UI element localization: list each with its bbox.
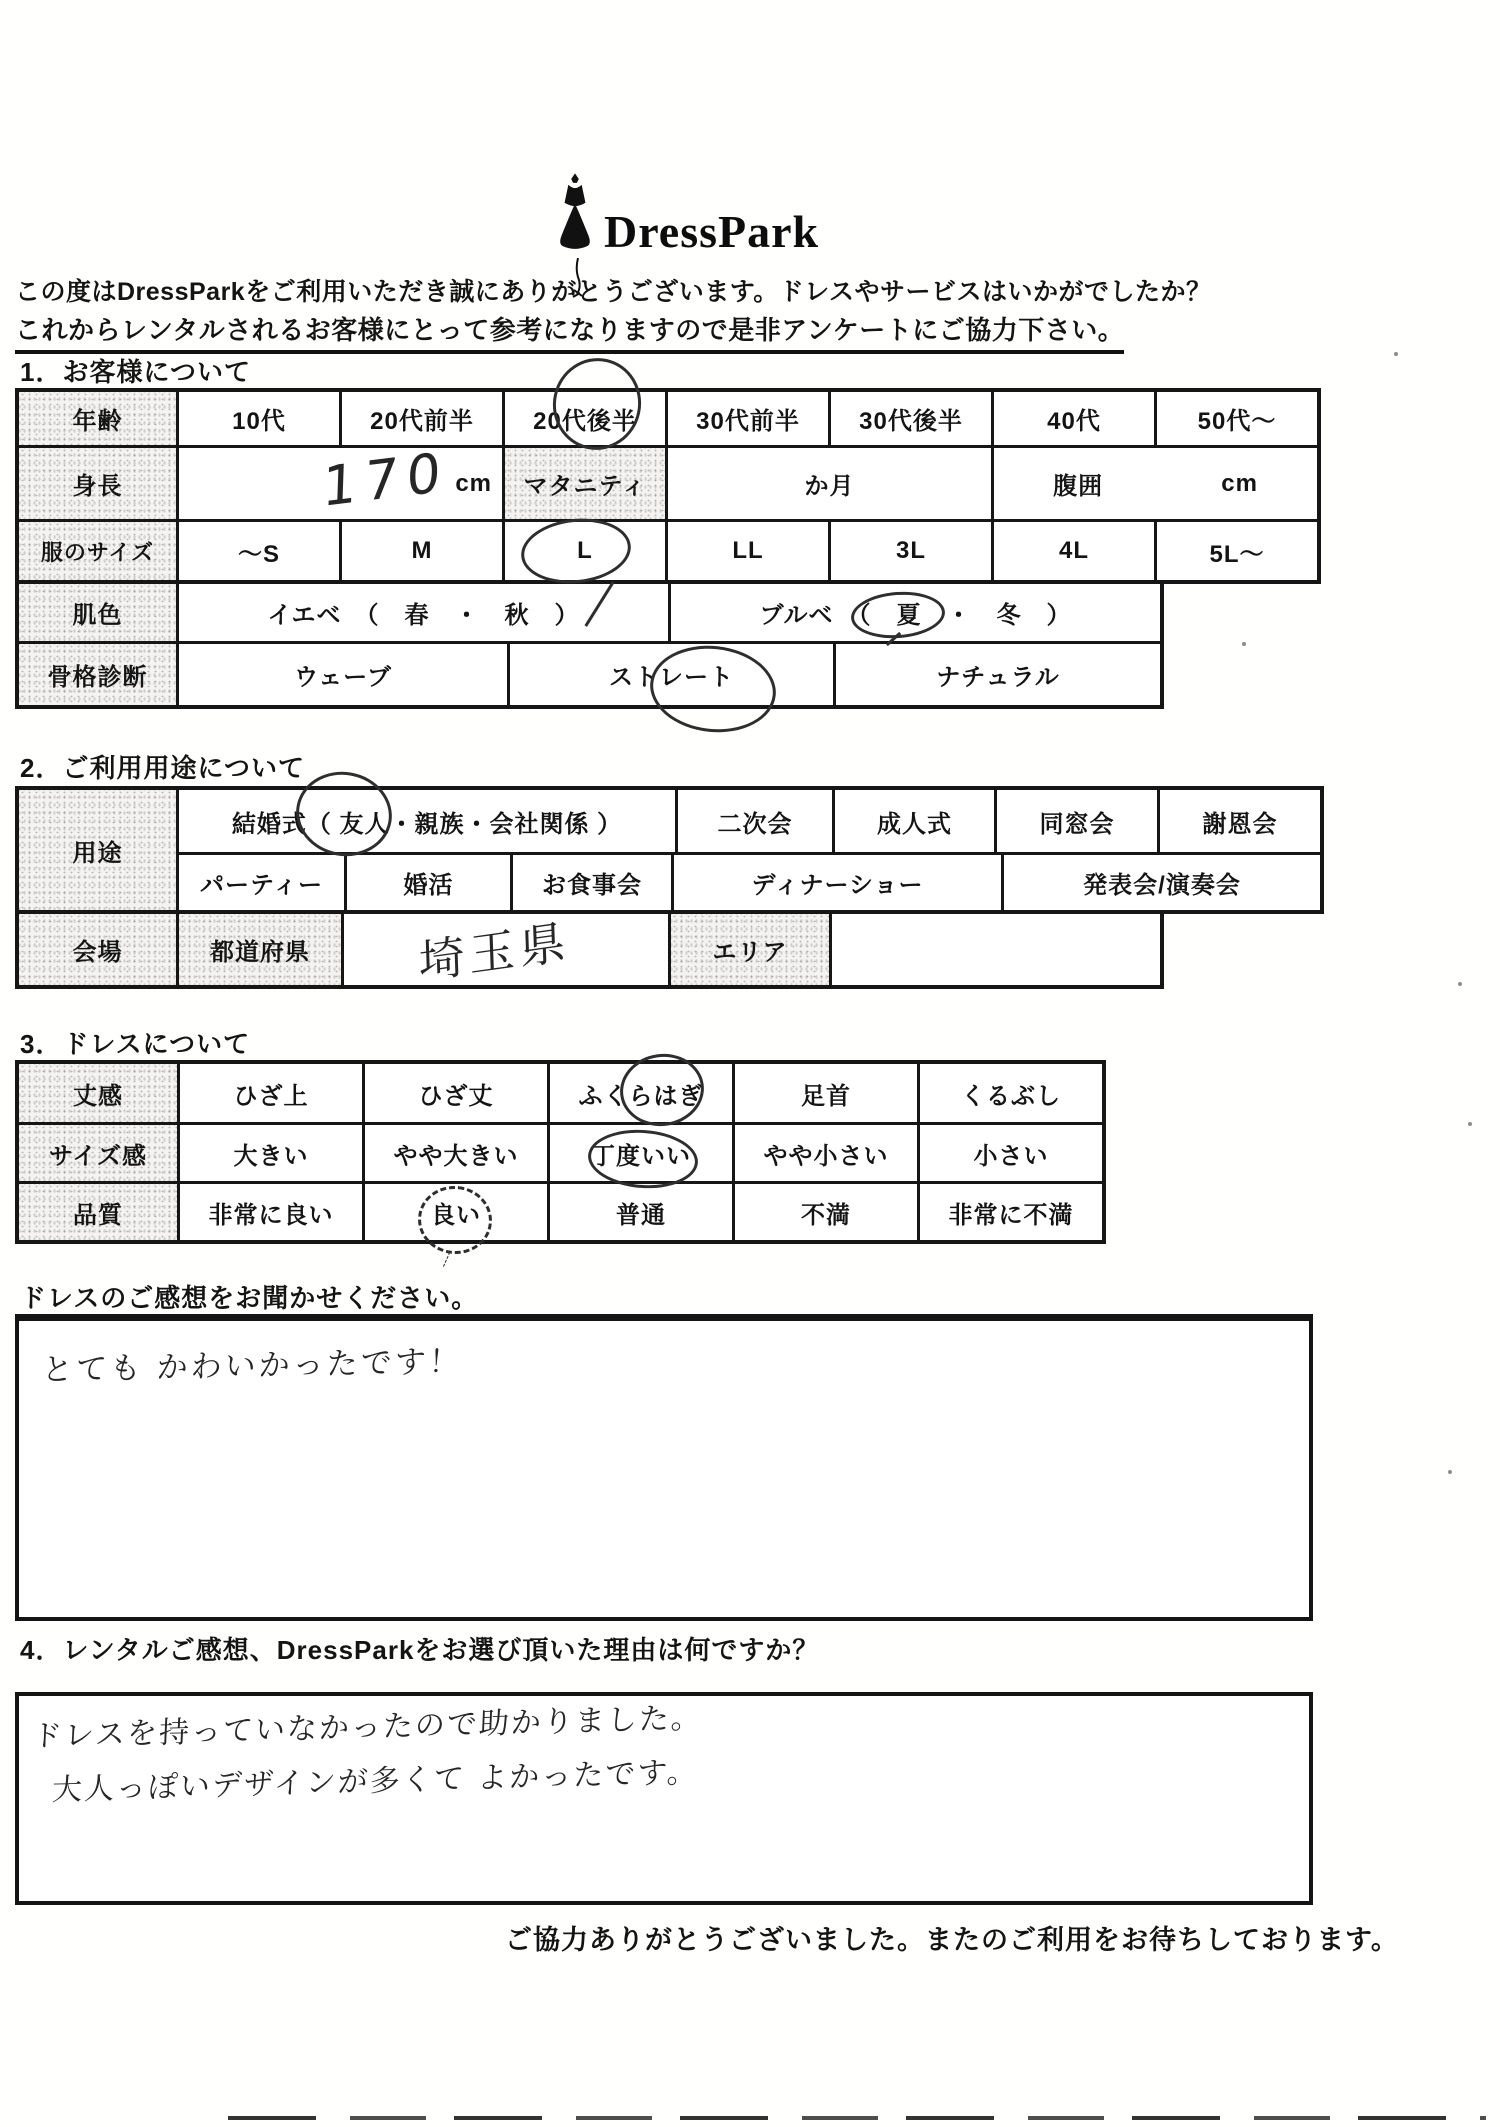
waist-unit: cm [1221,469,1258,497]
quality-row [19,1181,1102,1240]
quality-label: 品質 [19,1184,177,1240]
scan-speck [1458,982,1462,986]
scan-speck [1394,352,1398,356]
length-option-selected: ふくらはぎ [547,1064,732,1122]
intro-line-2: これからレンタルされるお客様にとって参考になりますので是非アンケートにご協力下さい。 [15,310,1124,354]
age-option: 30代後半 [828,392,991,445]
dress-table [15,1060,1106,1244]
usage-row-2 [179,852,1320,910]
usage-option: 謝恩会 [1157,790,1320,852]
skin-row [19,584,1160,641]
fit-option: やや小さい [732,1125,917,1181]
fit-option-selected: 丁度いい [547,1125,732,1181]
reason-handwriting-line2: 大人っぽいデザインが多くて よかったです。 [51,1754,700,1809]
scan-speck [1468,1122,1472,1126]
dress-icon [556,172,594,269]
skin-label: 肌色 [19,584,176,641]
quality-option: 非常に不満 [917,1184,1102,1240]
usage-option: お食事会 [510,855,671,910]
quality-option: 不満 [732,1184,917,1240]
venue-label: 会場 [19,914,176,985]
prefecture-label: 都道府県 [176,914,341,985]
feedback-prompt: ドレスのご感想をお聞かせください。 [20,1283,479,1313]
section3-heading: 3．ドレスについて [20,1029,251,1059]
area-label: エリア [668,914,829,985]
size-option: 5L～ [1154,522,1317,580]
customer-table-lower [15,580,1164,709]
scan-speck [1242,642,1246,646]
usage-table [15,786,1324,914]
quality-option-selected: 良い [362,1184,547,1240]
logo-wordmark: DressPark [604,206,820,257]
usage-option: ディナーショー [671,855,1001,910]
usage-option: 成人式 [832,790,994,852]
frame-option-selected: ストレート [507,644,833,705]
size-option: LL [665,522,828,580]
fit-option: 大きい [177,1125,362,1181]
venue-table [15,910,1164,989]
usage-option: 婚活 [344,855,510,910]
height-row [19,445,1317,519]
age-option: 30代前半 [665,392,828,445]
fit-option: やや大きい [362,1125,547,1181]
scan-speck [1448,1470,1452,1474]
size-option: 4L [991,522,1154,580]
length-option: 足首 [732,1064,917,1122]
age-option: 40代 [991,392,1154,445]
age-option: 10代 [176,392,339,445]
maternity-months-label: か月 [665,448,991,519]
section2-heading: 2．ご利用用途について [20,753,305,783]
height-value-handwriting: 170 [321,439,450,520]
length-option: ひざ上 [177,1064,362,1122]
length-option: くるぶし [917,1064,1102,1122]
skin-yellow-cell: イエベ （ 春 ・ 秋 ） [176,584,668,641]
age-option: 50代～ [1154,392,1317,445]
section4-heading: 4．レンタルご感想、DressParkをお選び頂いた理由は何ですか？ [20,1635,820,1665]
height-label: 身長 [19,448,176,519]
quality-option: 非常に良い [177,1184,362,1240]
size-option-selected: L [502,522,665,580]
length-row [19,1064,1102,1122]
circle-quality-good-tail [443,1252,453,1268]
size-option: ～S [176,522,339,580]
size-row [19,519,1317,580]
reason-handwriting-line1: ドレスを持っていなかったので助かりました。 [31,1700,704,1755]
length-option: ひざ丈 [362,1064,547,1122]
frame-label: 骨格診断 [19,644,176,705]
size-option: M [339,522,502,580]
height-unit: cm [455,469,492,497]
age-row [19,392,1317,445]
frame-option: ナチュラル [833,644,1160,705]
age-option-selected: 20代後半 [502,392,665,445]
fit-row [19,1122,1102,1181]
intro-line-1: この度はDressParkをご利用いただき誠にありがとうございます。ドレスやサービスはいかがでしたか？ [15,278,1212,306]
frame-row [19,641,1160,705]
prefecture-value-handwriting: 埼玉県 [417,914,572,990]
customer-table [15,388,1321,584]
waist-cell [991,448,1317,519]
venue-row [19,914,1160,985]
feedback-answer-handwriting: とても かわいかったです！ [40,1343,464,1389]
scan-artifact-line [228,2116,1486,2120]
section1-heading: 1．お客様について [20,357,251,387]
footer-thanks: ご協力ありがとうございました。またのご利用をお待ちしております。 [505,1925,1399,1955]
size-label: 服のサイズ [19,522,176,580]
maternity-label: マタニティ [502,448,665,519]
usage-option: 二次会 [675,790,832,852]
fit-option: 小さい [917,1125,1102,1181]
skin-blue-cell: ブルベ （ 夏 ・ 冬 ） [668,584,1160,641]
usage-option: パーティー [199,872,324,899]
length-label: 丈感 [19,1064,177,1122]
fit-label: サイズ感 [19,1125,177,1181]
age-option: 20代前半 [339,392,502,445]
area-value-cell [829,914,1160,985]
waist-label: 腹囲 [1053,473,1104,500]
usage-option: 発表会/演奏会 [1001,855,1320,910]
dresspark-logo [556,172,819,269]
age-label: 年齢 [19,392,176,445]
usage-label: 用途 [19,790,176,910]
frame-option: ウェーブ [176,644,507,705]
quality-option: 普通 [547,1184,732,1240]
size-option: 3L [828,522,991,580]
usage-option: 同窓会 [994,790,1157,852]
usage-option-wedding: 結婚式（ 友人・親族・会社関係 ） [231,810,623,838]
